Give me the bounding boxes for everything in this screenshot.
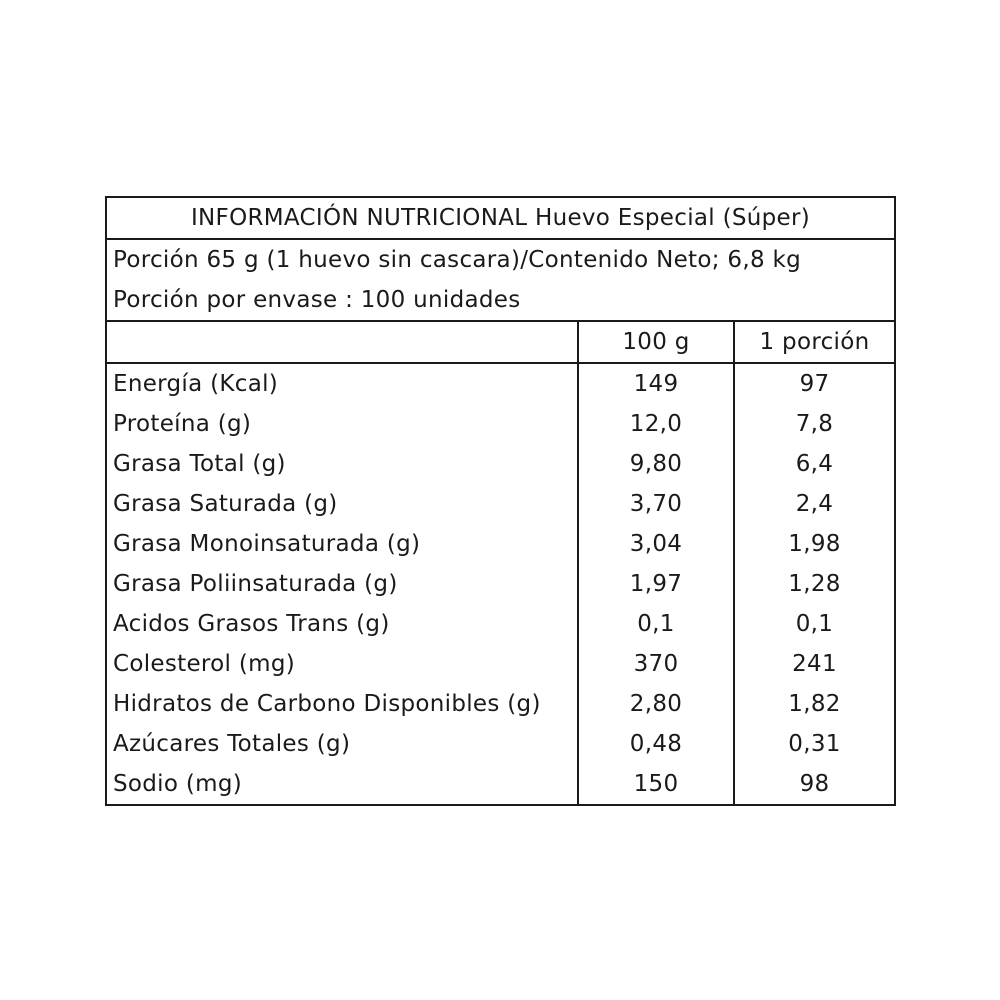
nutrient-label: Acidos Grasos Trans (g) [113, 611, 390, 637]
nutrient-value-100g: 3,70 [578, 484, 734, 524]
table-row [106, 684, 895, 724]
nutrient-value-100g: 12,0 [578, 404, 734, 444]
nutrient-value-100g: 2,80 [578, 684, 734, 724]
nutrient-value-portion: 1,82 [734, 684, 895, 724]
nutrient-label: Grasa Monoinsaturada (g) [113, 531, 421, 557]
nutrient-label: Energía (Kcal) [113, 371, 279, 397]
serving-info-row [106, 239, 895, 280]
nutrient-value-portion: 7,8 [734, 404, 895, 444]
nutrient-value-portion: 1,98 [734, 524, 895, 564]
column-header-100g: 100 g [578, 321, 734, 363]
nutrient-value-portion: 0,1 [734, 604, 895, 644]
nutrient-label: Grasa Saturada (g) [113, 491, 338, 517]
table-row [106, 604, 895, 644]
table-row [106, 444, 895, 484]
table-row [106, 764, 895, 805]
nutrient-value-portion: 2,4 [734, 484, 895, 524]
nutrient-label: Azúcares Totales (g) [113, 731, 351, 757]
nutrient-value-portion: 98 [734, 764, 895, 805]
nutrient-label: Hidratos de Carbono Disponibles (g) [113, 691, 541, 717]
nutrient-value-portion: 6,4 [734, 444, 895, 484]
nutrient-label: Proteína (g) [113, 411, 252, 437]
nutrient-value-portion: 97 [734, 363, 895, 404]
nutrient-value-100g: 0,48 [578, 724, 734, 764]
table-row [106, 724, 895, 764]
servings-per-container-row [106, 280, 895, 321]
table-row [106, 564, 895, 604]
nutrient-label: Grasa Total (g) [113, 451, 286, 477]
nutrient-label: Colesterol (mg) [113, 651, 295, 677]
servings-per-container: Porción por envase : 100 unidades [106, 280, 895, 321]
nutrient-value-100g: 150 [578, 764, 734, 805]
nutrient-value-100g: 0,1 [578, 604, 734, 644]
nutrient-value-portion: 241 [734, 644, 895, 684]
column-header-portion: 1 porción [734, 321, 895, 363]
table-title: INFORMACIÓN NUTRICIONAL Huevo Especial (Súper) [106, 197, 895, 239]
nutrient-label: Sodio (mg) [113, 771, 242, 797]
nutrient-value-portion: 1,28 [734, 564, 895, 604]
nutrient-value-100g: 1,97 [578, 564, 734, 604]
column-header-row [106, 321, 895, 363]
nutrient-label: Grasa Poliinsaturada (g) [113, 571, 398, 597]
table-row [106, 524, 895, 564]
column-header-empty [106, 321, 578, 363]
nutrient-value-100g: 149 [578, 363, 734, 404]
table-row [106, 484, 895, 524]
nutrition-facts-table [105, 196, 896, 806]
nutrient-value-portion: 0,31 [734, 724, 895, 764]
nutrient-value-100g: 370 [578, 644, 734, 684]
table-row [106, 644, 895, 684]
nutrient-value-100g: 9,80 [578, 444, 734, 484]
table-title-row [106, 197, 895, 239]
nutrient-value-100g: 3,04 [578, 524, 734, 564]
table-row [106, 363, 895, 404]
serving-info: Porción 65 g (1 huevo sin cascara)/Contenido Neto; 6,8 kg [113, 247, 802, 273]
table-row [106, 404, 895, 444]
